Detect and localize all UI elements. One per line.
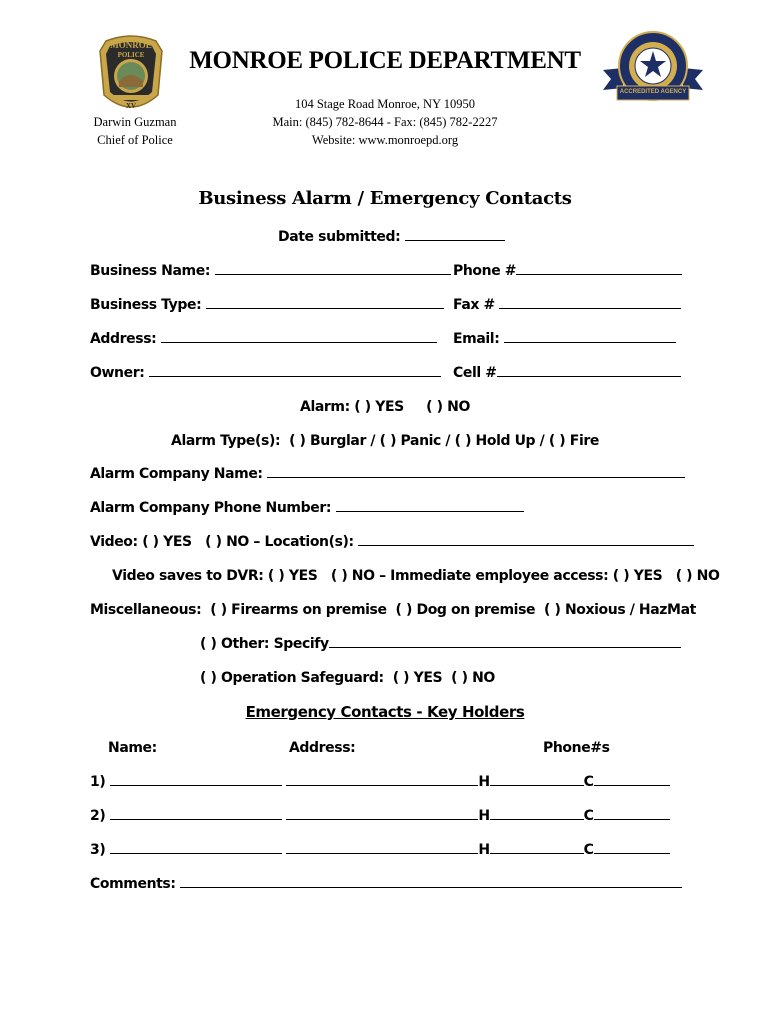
- cell-phone-line[interactable]: [594, 808, 670, 820]
- owner-field[interactable]: [90, 365, 441, 381]
- operation-safeguard-options[interactable]: ( ) Operation Safeguard: ( ) YES ( ) NO: [200, 670, 495, 686]
- cell-phone-label: C: [583, 842, 594, 858]
- department-website: Website: www.monroepd.org: [311, 133, 459, 147]
- alarm-type-options[interactable]: Alarm Type(s): ( ) Burglar / ( ) Panic / ( ) Hold Up / ( ) Fire: [171, 433, 599, 449]
- other-specify-field[interactable]: [200, 636, 681, 652]
- video-dvr-options[interactable]: Video saves to DVR: ( ) YES ( ) NO – Immediate employee access: ( ) YES ( ) NO: [112, 568, 720, 584]
- row-number: 2): [90, 808, 106, 824]
- cell-field[interactable]: [453, 365, 681, 381]
- badge-text-top: MONROE: [110, 40, 152, 50]
- phone-label: Phone #: [453, 263, 517, 279]
- home-phone-line[interactable]: [490, 774, 584, 786]
- alarm-company-name-field[interactable]: [90, 466, 685, 482]
- emergency-contacts-heading: Emergency Contacts - Key Holders: [245, 703, 525, 721]
- owner-label: Owner:: [90, 365, 145, 381]
- column-phone-header: Phone#s: [543, 740, 610, 756]
- home-phone-label: H: [478, 808, 490, 824]
- home-phone-label: H: [478, 842, 490, 858]
- home-phone-line[interactable]: [490, 808, 584, 820]
- fax-field[interactable]: [453, 297, 681, 313]
- cell-label: Cell #: [453, 365, 497, 381]
- row-number: 3): [90, 842, 106, 858]
- comments-field[interactable]: [90, 876, 682, 892]
- email-label: Email:: [453, 331, 500, 347]
- contact-name-line[interactable]: [110, 842, 282, 854]
- contact-row[interactable]: [90, 842, 670, 858]
- department-contact: Main: (845) 782-8644 - Fax: (845) 782-2227: [272, 115, 498, 129]
- department-address: 104 Stage Road Monroe, NY 10950: [294, 97, 476, 111]
- cell-phone-line[interactable]: [594, 774, 670, 786]
- cell-phone-label: C: [583, 774, 594, 790]
- video-options: Video: ( ) YES ( ) NO – Location(s):: [90, 534, 354, 550]
- alarm-company-phone-field[interactable]: [90, 500, 524, 516]
- home-phone-label: H: [478, 774, 490, 790]
- alarm-company-phone-label: Alarm Company Phone Number:: [90, 500, 332, 516]
- address-label: Address:: [90, 331, 157, 347]
- cell-phone-label: C: [583, 808, 594, 824]
- badge-text-mid: POLICE: [117, 51, 145, 59]
- other-specify-label: ( ) Other: Specify: [200, 636, 329, 652]
- date-submitted-label: Date submitted:: [278, 229, 401, 245]
- comments-label: Comments:: [90, 876, 176, 892]
- contact-address-line[interactable]: [286, 774, 478, 786]
- business-type-label: Business Type:: [90, 297, 202, 313]
- address-field[interactable]: [90, 331, 437, 347]
- contact-name-line[interactable]: [110, 774, 282, 786]
- cell-phone-line[interactable]: [594, 842, 670, 854]
- contact-address-line[interactable]: [286, 842, 478, 854]
- contact-name-line[interactable]: [110, 808, 282, 820]
- miscellaneous-options[interactable]: Miscellaneous: ( ) Firearms on premise ( ) Dog on premise ( ) Noxious / HazMat: [90, 602, 696, 618]
- seal-ribbon-text: ACCREDITED AGENCY: [619, 89, 687, 95]
- fax-label: Fax #: [453, 297, 495, 313]
- alarm-options[interactable]: Alarm: ( ) YES ( ) NO: [300, 399, 470, 415]
- form-title: Business Alarm / Emergency Contacts: [198, 188, 572, 209]
- business-type-field[interactable]: [90, 297, 444, 313]
- business-name-field[interactable]: [90, 263, 451, 279]
- contact-row[interactable]: [90, 774, 670, 790]
- email-field[interactable]: [453, 331, 676, 347]
- video-field[interactable]: [90, 534, 694, 550]
- contact-row[interactable]: [90, 808, 670, 824]
- contact-address-line[interactable]: [286, 808, 478, 820]
- business-name-label: Business Name:: [90, 263, 211, 279]
- phone-field[interactable]: [453, 263, 682, 279]
- badge-text-bottom: XV: [125, 102, 137, 110]
- column-address-header: Address:: [289, 740, 356, 756]
- alarm-company-name-label: Alarm Company Name:: [90, 466, 263, 482]
- home-phone-line[interactable]: [490, 842, 584, 854]
- date-submitted-field[interactable]: [278, 229, 505, 245]
- chief-title: Chief of Police: [97, 133, 173, 147]
- row-number: 1): [90, 774, 106, 790]
- page-title: MONROE POLICE DEPARTMENT: [189, 47, 581, 74]
- chief-name: Darwin Guzman: [93, 115, 177, 129]
- column-name-header: Name:: [108, 740, 157, 756]
